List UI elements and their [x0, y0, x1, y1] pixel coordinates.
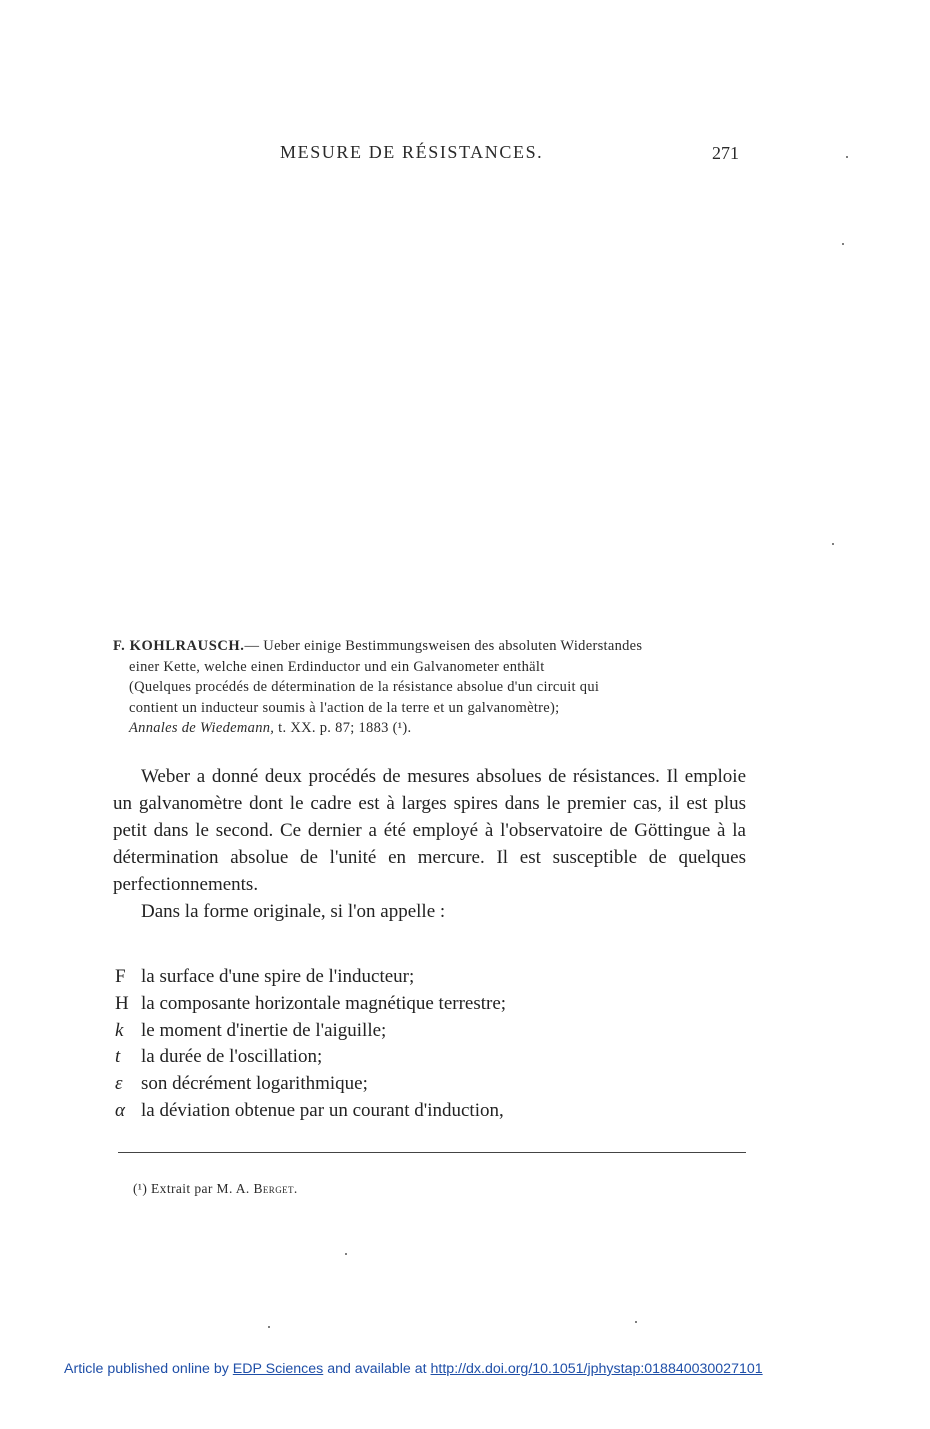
footnote-rule [118, 1152, 746, 1153]
footnote-text: Extrait par M. A. [151, 1181, 250, 1196]
scan-speck [842, 243, 844, 245]
footnote-name: Berget. [253, 1181, 298, 1196]
definition-symbol: k [115, 1019, 124, 1041]
doi-link[interactable]: http://dx.doi.org/10.1051/jphystap:018840030027101 [430, 1361, 763, 1377]
definition-item [115, 964, 755, 991]
definition-text: le moment d'inertie de l'aiguille; [141, 1019, 387, 1041]
notice-journal: Annales de Wiedemann, [129, 720, 275, 736]
notice-citation: t. XX. p. 87; 1883 (¹). [278, 720, 412, 736]
definition-symbol: H [115, 992, 129, 1014]
definition-text: la surface d'une spire de l'inducteur; [141, 966, 415, 987]
scan-speck [832, 543, 834, 545]
definition-item [115, 1071, 755, 1098]
scan-speck [846, 156, 848, 158]
scan-speck [635, 1321, 637, 1323]
banner-middle: and available at [327, 1361, 427, 1377]
publisher-banner [64, 1361, 763, 1377]
notice-french-line-2: contient un inducteur soumis à l'action de la terre et un galvanomètre); [129, 699, 560, 716]
definition-symbol: ε [115, 1073, 123, 1095]
notice-author: F. KOHLRAUSCH. [113, 638, 245, 654]
body-text [113, 763, 746, 925]
notice-citation-line [113, 718, 745, 739]
definition-symbol: t [115, 1046, 121, 1068]
publisher-link[interactable]: EDP Sciences [232, 1361, 324, 1377]
definition-text: la durée de l'oscillation; [141, 1046, 323, 1068]
notice-french-line-1: (Quelques procédés de détermination de la résistance absolue d'un circuit qui [129, 679, 600, 695]
definition-list [115, 964, 755, 1125]
definition-symbol: α [115, 1099, 125, 1121]
definition-symbol: F [115, 966, 126, 987]
definition-item [115, 991, 755, 1018]
footnote-marker: (¹) [133, 1181, 148, 1196]
footnote [133, 1181, 298, 1197]
definition-item [115, 1098, 755, 1125]
definition-item [115, 1018, 755, 1045]
scan-speck [345, 1253, 347, 1255]
definition-text: son décrément logarithmique; [141, 1073, 368, 1095]
notice-german-title-2: einer Kette, welche einen Erdinductor und ein Galvanometer enthält [129, 658, 545, 675]
notice-dash: — [244, 638, 260, 654]
definition-item [115, 1044, 755, 1071]
notice-german-title-1: Ueber einige Bestimmungsweisen des absoluten Widerstandes [263, 638, 643, 654]
page-number: 271 [712, 143, 739, 163]
banner-prefix: Article published online by [64, 1361, 229, 1377]
running-title: MESURE DE RÉSISTANCES. [280, 142, 544, 162]
definition-text: la composante horizontale magnétique terrestre; [141, 992, 507, 1014]
paragraph-2: Dans la forme originale, si l'on appelle : [141, 901, 446, 922]
paragraph-1: Weber a donné deux procédés de mesures absolues de résistances. Il emploie un galvanomètre dont le cadre est à larges spires dans le premier cas, il est plus petit dans le second. Ce dernier a été employé à l'observatoire de Göttingue à la détermination absolue de l'unité en mercure. Il est susceptible de quelques perfectionnements. [113, 766, 746, 895]
bibliographic-notice [113, 636, 745, 739]
definition-text: la déviation obtenue par un courant d'induction, [141, 1099, 504, 1121]
scan-speck [268, 1326, 270, 1328]
